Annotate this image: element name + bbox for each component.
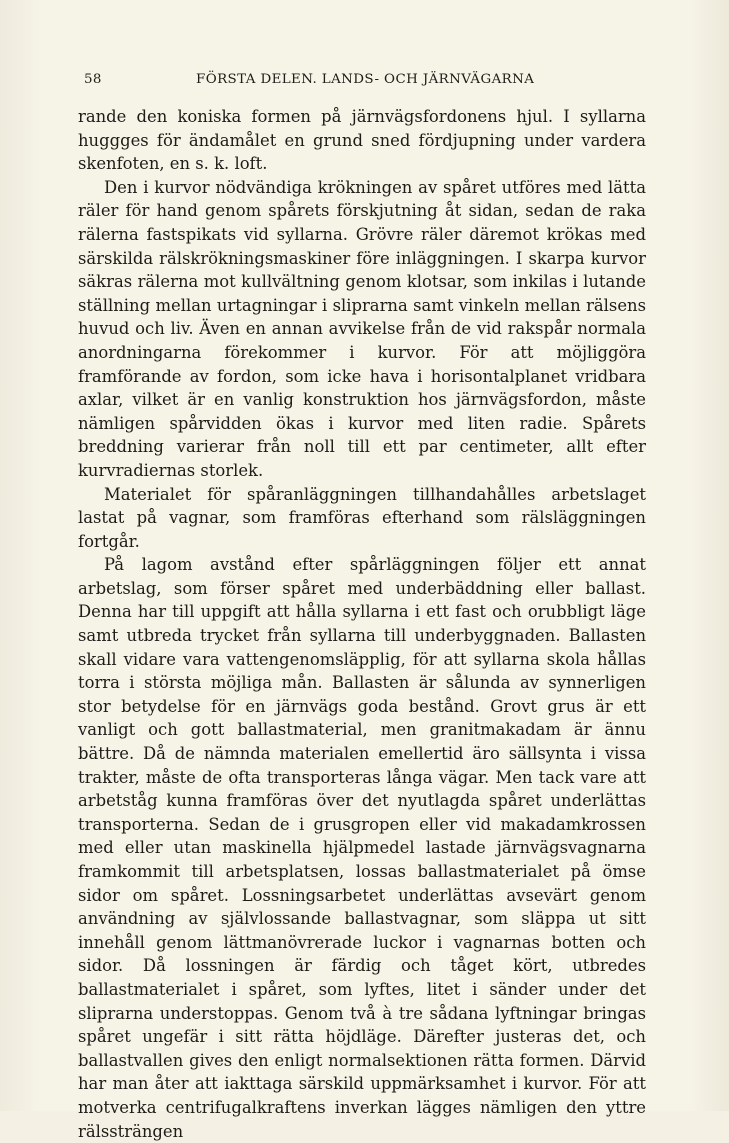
paragraph: rande den koniska formen på järnvägsfordonens hjul. I syllarna huggges för ändamålet en grund sned fördjupning under vardera skenfoten, en s. k. loft. [78, 107, 646, 174]
page-header [84, 72, 646, 87]
running-head: FÖRSTA DELEN. LANDS- OCH JÄRNVÄGARNA [196, 72, 535, 87]
page-number: 58 [84, 72, 102, 87]
paragraph: På lagom avstånd efter spårläggningen följer ett annat arbetslag, som förser spåret med underbäddning eller ballast. Denna har till uppgift att hålla syllarna i ett fast och orubbligt läge samt utbreda trycket från syllarna till underbyggnaden. Ballasten skall vidare vara vattengenomsläpplig, för att syllarna skola hållas torra i största möjliga mån. Ballasten är sålunda av synnerligen stor betydelse för en järnvägs goda bestånd. Grovt grus är ett vanligt och gott ballastmaterial, men granitmakadam är ännu bättre. Då de nämnda materialen emellertid äro sällsynta i vissa trakter, måste de ofta transporteras långa vägar. Men tack vare att arbetståg kunna framföras över det nyutlagda spåret underlättas transporterna. Sedan de i grusgropen eller vid makadamkrossen med eller utan maskinella hjälpmedel lastade järnvägsvagnarna framkommit till arbetsplatsen, lossas ballastmaterialet på ömse sidor om spåret. Lossningsarbetet underlättas avsevärt genom användning av självlossande ballastvagnar, som släppa ut sitt innehåll genom lättmanövrerade luckor i vagnarnas botten och sidor. Då lossningen är färdig och tåget kört, utbredes ballastmaterialet i spåret, som lyftes, litet i sänder under det sliprarna understoppas. Genom två à tre sådana lyftningar bringas spåret ungefär i sitt rätta höjdläge. Därefter justeras det, och ballastvallen gives den enligt normalsektionen rätta formen. Därvid har man åter att iakttaga särskild uppmärksamhet i kurvor. För att motverka centrifugalkraftens inverkan lägges nämligen den yttre rälssträngen [78, 555, 646, 1141]
body-text [78, 105, 646, 1143]
paragraph: Materialet för spåranläggningen tillhandahålles arbetslaget lastat på vagnar, som framföras efterhand som rälsläggningen fortgår. [78, 484, 646, 551]
paragraph: Den i kurvor nödvändiga krökningen av spåret utföres med lätta räler för hand genom spårets förskjutning åt sidan, sedan de raka rälerna fastspikats vid syllarna. Grövre räler däremot krökas med särskilda rälskrökningsmaskiner före inläggningen. I skarpa kurvor säkras rälerna mot kullvältning genom klotsar, som inkilas i lutande ställning mellan urtagningar i sliprarna samt vinkeln mellan rälsens huvud och liv. Även en annan avvikelse från de vid rakspår normala anordningarna förekommer i kurvor. För att möjliggöra framförande av fordon, som icke hava i horisontalplanet vridbara axlar, vilket är en vanlig konstruktion hos järnvägsfordon, måste nämligen spårvidden ökas i kurvor med liten radie. Spårets breddning varierar från noll till ett par centimeter, allt efter kurvradiernas storlek. [78, 177, 646, 480]
